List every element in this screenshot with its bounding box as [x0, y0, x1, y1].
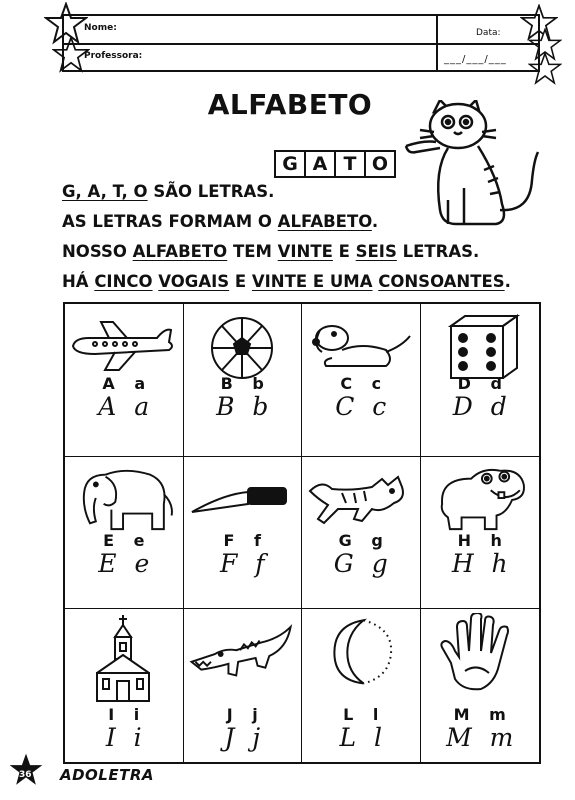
- cursive-letters: G g: [333, 548, 388, 578]
- header-form: [62, 14, 540, 72]
- ball-icon: [184, 312, 303, 380]
- underlined-word: G, A, T, O: [62, 182, 148, 201]
- cursive-letters: J j: [224, 723, 261, 753]
- cursive-letters: F f: [219, 548, 265, 578]
- name-label: Nome:: [84, 23, 117, 33]
- letter-box: O: [364, 150, 396, 178]
- print-letters: A a: [102, 374, 146, 393]
- cursive-letters: A a: [98, 392, 150, 421]
- page-number: 36: [19, 770, 32, 780]
- hippo-icon: [421, 465, 540, 533]
- print-letters: M m: [453, 705, 506, 725]
- cursive-letters: M m: [446, 723, 514, 753]
- letter-box: A: [304, 150, 336, 178]
- underlined-word: ALFABETO: [277, 212, 372, 231]
- cursive-letters: E e: [98, 548, 150, 578]
- cat-icon: [404, 100, 544, 230]
- letter-card: [302, 304, 421, 457]
- text-run: .: [504, 272, 511, 291]
- letter-card: [421, 609, 540, 762]
- letter-card: [421, 457, 540, 610]
- word-boxes: [276, 150, 396, 178]
- knife-icon: [184, 465, 303, 533]
- print-letters: L l: [343, 705, 379, 725]
- cursive-letters: L l: [339, 723, 383, 753]
- dice-icon: [421, 312, 540, 380]
- text-line: [62, 182, 274, 201]
- text-run: E: [332, 242, 356, 261]
- letter-card: [65, 609, 184, 762]
- page-title: ALFABETO: [207, 88, 373, 121]
- letter-card: [184, 304, 303, 457]
- cat-icon: [302, 465, 421, 533]
- letter-box: T: [334, 150, 366, 178]
- text-line: [62, 212, 378, 231]
- text-line: [62, 242, 479, 261]
- print-letters: G g: [338, 530, 383, 550]
- print-letters: D d: [457, 374, 502, 393]
- elephant-icon: [65, 465, 184, 533]
- divider: [64, 43, 538, 45]
- letter-card: [302, 609, 421, 762]
- underlined-word: ALFABETO: [132, 242, 228, 261]
- teacher-label: Professora:: [84, 51, 143, 61]
- letter-box: G: [274, 150, 306, 178]
- underlined-word: CINCO: [94, 272, 153, 291]
- letter-card: [302, 457, 421, 610]
- text-run: NOSSO: [62, 242, 133, 261]
- text-line: [62, 272, 511, 291]
- text-run: .: [371, 212, 379, 231]
- underlined-word: VINTE E UMA: [251, 272, 373, 291]
- text-run: TEM: [227, 242, 278, 261]
- underlined-word: SEIS: [355, 242, 397, 261]
- cursive-letters: C c: [335, 392, 387, 421]
- moon-icon: [302, 617, 421, 685]
- print-letters: F f: [223, 530, 261, 550]
- letter-card: [65, 457, 184, 610]
- print-letters: B b: [220, 374, 264, 393]
- letter-card: [184, 457, 303, 610]
- underlined-word: VOGAIS: [158, 272, 230, 291]
- underlined-word: VINTE: [277, 242, 333, 261]
- date-label: Data:: [476, 28, 501, 38]
- dog-icon: [302, 312, 421, 380]
- text-run: E: [229, 272, 252, 291]
- text-run: HÁ: [62, 272, 95, 291]
- cursive-letters: B b: [216, 392, 269, 421]
- date-slots: ___/___/___: [444, 54, 507, 65]
- letter-card: [65, 304, 184, 457]
- alligator-icon: [184, 623, 303, 691]
- print-letters: J j: [226, 705, 258, 725]
- letter-card: [184, 609, 303, 762]
- print-letters: H h: [457, 530, 502, 550]
- print-letters: E e: [103, 530, 145, 550]
- airplane-icon: [65, 312, 184, 380]
- text-run: SÃO LETRAS.: [147, 182, 275, 201]
- text-run: AS LETRAS FORMAM O: [62, 212, 278, 231]
- cursive-letters: I i: [105, 723, 142, 753]
- letter-card: [421, 304, 540, 457]
- church-icon: [65, 613, 184, 703]
- cursive-letters: H h: [451, 548, 508, 578]
- text-run: LETRAS.: [396, 242, 480, 261]
- divider: [436, 16, 438, 70]
- cursive-letters: D d: [452, 392, 507, 421]
- alphabet-grid: [63, 302, 541, 764]
- underlined-word: CONSOANTES: [378, 272, 505, 291]
- hand-icon: [421, 613, 540, 703]
- brand-logo-text: ADOLETRA: [60, 766, 155, 784]
- print-letters: C c: [340, 374, 382, 393]
- print-letters: I i: [108, 705, 140, 725]
